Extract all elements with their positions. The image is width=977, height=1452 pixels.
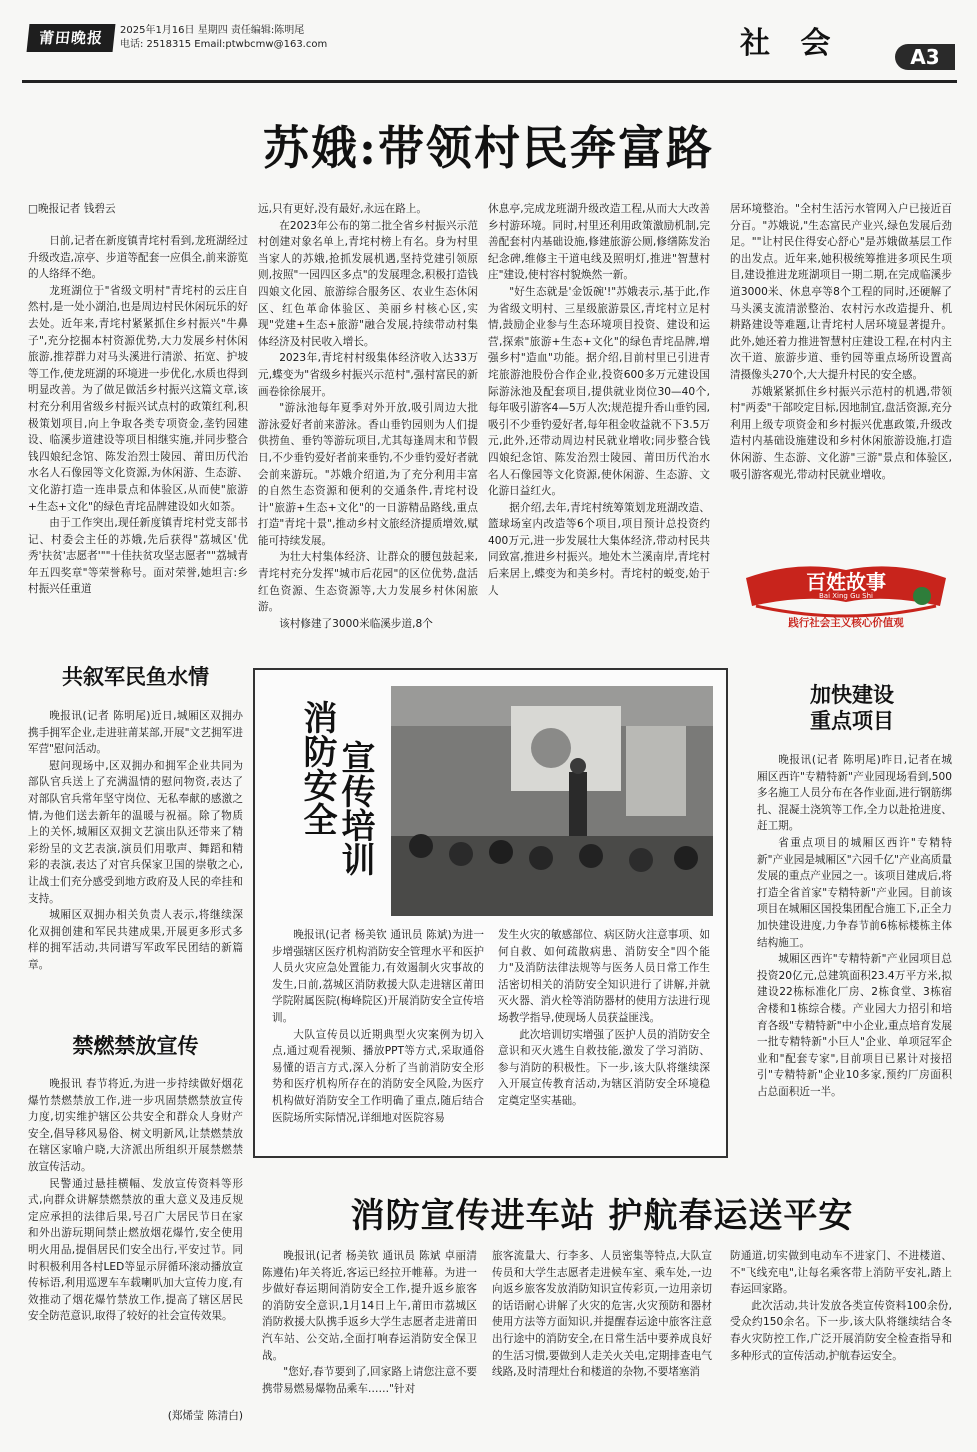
- issue-info: [120, 24, 327, 52]
- paragraph: 晚报讯 春节将近,为进一步持续做好烟花爆竹禁燃禁放工作,进一步巩固禁燃禁放宣传力度,切实维护辖区公共安全和群众人身财产安全,倡导移风易俗、树文明新风,让禁燃禁放在辖区家喻户晓,大济派出所组织开展禁燃禁放宣传活动。: [28, 1078, 243, 1173]
- paragraph: 晚报讯(记者 杨美钦 通讯员 陈斌)为进一步增强辖区医疗机构消防安全管理水平和医护人员火灾应急处置能力,有效遏制火灾事故的发生,日前,荔城区消防救援大队走进辖区莆田学院附属医院(梅峰院区)开展消防安全宣传培训。: [272, 929, 484, 1024]
- paragraph: 城厢区西许"专精特新"产业园项目总投资20亿元,总建筑面积23.4万平方米,拟建设22栋标准化厂房、2栋食堂、3栋宿舍楼和1栋综合楼。产业园大力招引和培育各级"专精特新"中小企业,重点培育发展一批专精特新"小巨人"企业、单项冠军企业和"配套专家",目前项目已累计对接招引"专精特新"企业10多家,预约厂房面积占总面积近一半。: [757, 953, 952, 1098]
- paragraph: 2023年,青垞村村级集体经济收入达33万元,蝶变为"省级乡村振兴示范村",强村富民的新画卷徐徐展开。: [258, 352, 478, 398]
- logo-text: 百姓故事: [806, 570, 886, 594]
- bottom-story-headline: 消防宣传进车站 护航春运送平安: [350, 1196, 854, 1236]
- headline-line-1: 加快建设: [810, 683, 894, 707]
- lead-byline: □晚报记者 钱碧云: [28, 203, 116, 215]
- bottom-column-2: [492, 1248, 712, 1428]
- page-number: A3: [895, 44, 955, 70]
- paragraph: 民警通过悬挂横幅、发放宣传资料等形式,向群众讲解禁燃禁放的重大意义及违反规定应承担的法律后果,号召广大居民节日在家和外出游玩期间禁止燃放烟花爆竹,安全使用明火用品,提倡居民们安全出行,平安过节。同时积极利用各村LED等显示屏循环滚动播放宣传标语,利用巡逻车车载喇叭加大宣传力度,有效推动了烟花爆竹禁放工作,提高了辖区居民安全防范意识,取得了较好的社会宣传效果。: [28, 1177, 243, 1323]
- lead-column-2: [258, 201, 478, 636]
- training-photo: [391, 686, 713, 916]
- bottom-column-1: [262, 1248, 477, 1428]
- headline-line-2: 重点项目: [810, 709, 894, 733]
- box-title-part-2: 宣传培训: [335, 740, 375, 876]
- story-headline-military: 共叙军民鱼水情: [62, 665, 209, 689]
- lead-headline: 苏娥:带领村民奔富路: [263, 121, 714, 175]
- section-name: 社 会: [740, 26, 841, 61]
- story-headline-fireworks: 禁燃禁放宣传: [72, 1034, 199, 1058]
- date-editor-line: 2025年1月16日 星期四 责任编辑:陈明尾: [120, 25, 305, 36]
- paragraph: 日前,记者在新度镇青垞村看到,龙班湖经过升级改造,凉亭、步道等配套一应俱全,前来游览的人络绎不绝。: [28, 235, 248, 281]
- paragraph: 龙班湖位于"省级文明村"青垞村的云庄自然村,是一处小湖泊,也是周边村民休闲玩乐的好去处。近年来,青垞村紧紧抓住乡村振兴"牛鼻子",充分挖掘本村资源优势,大力发展乡村休闲旅游,推荐群力对马头溪进行清淤、拓宽、护坡等工作,使龙班湖的环境进一步优化,水质也得到明显改善。为了做足做活乡村振兴这篇文章,该村充分利用省级乡村振兴试点村的政策红利,积极策划项目,向上争取各类专项资金,垄钓园建设、临溪步道建设等项目相继实施,并同步整合钱四娘纪念馆、陈发治烈士陵园、莆田历代治水名人石像园等文化资源,为休闲游、生态游、文化游打造一连串景点和体验区,从而使"旅游+生态+文化"的绿色青垞品牌建设如火如荼。: [28, 284, 248, 513]
- paragraph: 此次活动,共计发放各类宣传资料100余份,受众约150余名。下一步,该大队将继续结合冬春火灾防控工作,广泛开展消防安全检查指导和多种形式的宣传活动,护航春运安全。: [730, 1299, 952, 1362]
- paragraph: 在2023年公布的第二批全省乡村振兴示范村创建对象名单上,青垞村榜上有名。身为村里当家人的苏娥,抢抓发展机遇,坚持党建引领原则,按照"一园四区多点"的发展理念,积极打造钱四娘文化园、旅游综合服务区、农业生态休闲区、红色革命体验区、美丽乡村核心区,实现"党建+生态+旅游"融合发展,持续带动村集体经济及村民收入增长。: [258, 219, 478, 348]
- logo-pinyin: Bai Xing Gu Shi: [818, 592, 874, 600]
- paragraph: 远,只有更好,没有最好,永远在路上。: [258, 203, 428, 215]
- paragraph: 大队宣传员以近期典型火灾案例为切入点,通过观看视频、播放PPT等方式,采取通俗易懂的语言方式,深入分析了当前消防安全形势和医疗机构所存在的消防安全风险,为医疗机构做好消防安全工作明确了重点,随后结合医院场所实际情况,详细地对医院容易: [272, 1028, 484, 1124]
- paragraph: 据介绍,去年,青垞村统筹策划龙班湖改造、篮球场室内改造等6个项目,项目预计总投资约400万元,进一步发展壮大集体经济,带动村民共同致富,推进乡村振兴。地处木兰溪南岸,青垞村后来居上,蝶变为和美乡村。青垞村的蜕变,始于人: [488, 501, 710, 597]
- box-column-2: [498, 927, 710, 1149]
- lead-column-3: [488, 201, 710, 636]
- paragraph: 此次培训切实增强了医护人员的消防安全意识和灭火逃生自救技能,激发了学习消防、参与消防的积极性。下一步,该大队将继续深入开展宣传教育活动,为辖区消防安全环境稳定奠定坚实基础。: [498, 1028, 710, 1107]
- paragraph: 城厢区双拥办相关负责人表示,将继续深化双拥创建和军民共建成果,开展更多形式多样的拥军活动,共同谱写军政军民团结的新篇章。: [28, 909, 243, 971]
- paragraph: 苏娥紧紧抓住乡村振兴示范村的机遇,带领村"两委"干部咬定目标,因地制宜,盘活资源,充分利用上级专项资金和乡村振兴优惠政策,升级改造村内基础设施建设和乡村休闲旅游设施,打造休闲游、生态游、文化游"三游"景点和体验区,吸引游客观光,带动村民就业增收。: [730, 385, 952, 481]
- header-rule: [22, 80, 957, 83]
- story-headline-project: [752, 682, 952, 734]
- paragraph: 居环境整治。"全村生活污水管网入户已接近百分百。"苏娥说,"生态富民产业兴,绿色发展后劲足。""让村民住得安心舒心"是苏娥做基层工作的出发点。近年来,她积极统筹推进多项民生项目,建设推进龙班湖项目一期二期,在完成临溪步道3000米、休息亭等8个工程的同时,还硬解了马头溪支流清淤整治、农村污水改造提升、机耕路建设等难题,让青垞村人居环境显著提升。此外,她还着力推进智慧村庄建设工程,在村内主次干道、旅游步道、垂钓园等重点场所设置高清摄像头270个,大大提升村民的安全感。: [730, 203, 952, 381]
- story-body-military: [28, 708, 243, 1018]
- lead-column-4: [730, 201, 952, 521]
- paragraph: 慰问现场中,区双拥办和拥军企业共同为部队官兵送上了充满温情的慰问物资,表达了对部队官兵常年坚守岗位、无私奉献的感激之情,为他们送去新年的温暖与祝福。除了物质上的关怀,城厢区双拥文艺演出队还带来了精彩纷呈的文艺表演,演员们用歌声、舞蹈和精彩的表演,表达了对官兵保家卫国的崇敬之心,让战士们充分感受到地方政府及人民的牵挂和支持。: [28, 759, 243, 905]
- story-credit: (郑烯莹 陈清白): [167, 1410, 243, 1422]
- box-column-1: [272, 927, 484, 1149]
- newspaper-masthead: 莆田晚报: [27, 24, 116, 52]
- paragraph: "游泳池每年夏季对外开放,吸引周边大批游泳爱好者前来游泳。香山垂钓园则为人们提供捞鱼、垂钓等游玩项目,尤其每逢周末和节假日,不少垂钓爱好者前来垂钓,不少垂钓爱好者就会前来游玩。"苏娥介绍道,为了充分利用丰富的自然生态资源和便利的交通条件,青垞村设计"旅游+生态+文化"的一日游精品路线,重点打造"青垞十景",推动乡村文旅经济提质增效,赋能可持续发展。: [258, 402, 478, 547]
- paragraph: 发生火灾的敏感部位、病区防火注意事项、如何自救、如何疏散病患、消防安全"四个能力"及消防法律法规等与医务人员日常工作生活密切相关的消防安全知识进行了讲解,并就灭火器、消火栓等消防器材的使用方法进行现场教学指导,使现场人员获益匪浅。: [498, 929, 710, 1024]
- story-body-project: [757, 752, 952, 1157]
- paragraph: 晚报讯(记者 陈明尾)近日,城厢区双拥办携手拥军企业,走进驻莆某部,开展"文艺拥军进军营"慰问活动。: [28, 710, 243, 756]
- logo-slogan: 践行社会主义核心价值观: [788, 617, 904, 629]
- training-scene-image: [391, 686, 713, 916]
- paragraph: 防通道,切实做到电动车不进家门、不进楼道、不"飞线充电",让每名乘客带上消防平安礼,踏上春运回家路。: [730, 1250, 952, 1296]
- bottom-column-3: [730, 1248, 952, 1428]
- paragraph: 旅客流量大、行李多、人员密集等特点,大队宣传员和大学生志愿者走进候车室、乘车处,一边向返乡旅客发放消防知识宣传彩页,一边用亲切的话语耐心讲解了火灾的危害,火灾预防和器材使用方法等方面知识,并提醒春运途中旅客注意出行途中的消防安全,在日常生活中要养成良好的生活习惯,要做到人走关火关电,定期排查电气线路,及时清理灶台和楼道的杂物,不要堵塞消: [492, 1250, 712, 1379]
- paragraph: 晚报讯(记者 陈明尾)昨日,记者在城厢区西许"专精特新"产业园现场看到,500多名施工人员分布在各作业面,进行钢筋绑扎、混凝土浇筑等工作,全力以赴抢进度、赶工期。: [757, 754, 952, 833]
- paragraph: "好生态就是'金饭碗'!"苏娥表示,基于此,作为省级文明村、三星级旅游景区,青垞村立足村情,鼓励企业参与生态环境项目投资、建设和运营,探索"旅游+生态+文化"的绿色青垞品牌,增强乡村"造血"功能。据介绍,目前村里已引进青垞旅游池股份合作企业,投资600多万元建设国际游泳池及配套项目,提供就业岗位30—40个,每年吸引游客4—5万人次;规范提升香山垂钓园,吸引不少垂钓爱好者,每年租金收益就不下3.5万元,此外,还带动周边村民就业增收;同步整合钱四娘纪念馆、陈发治烈士陵园、莆田历代治水名人石像园等文化资源,使休闲游、生态游、文化游日益红火。: [488, 285, 710, 498]
- paragraph: 该村修建了3000米临溪步道,8个: [279, 617, 433, 630]
- column-logo: [736, 556, 956, 632]
- paragraph: "您好,春节要到了,回家路上请您注意不要携带易燃易爆物品乘车……"针对: [262, 1366, 477, 1395]
- paragraph: 为壮大村集体经济、让群众的腰包鼓起来,青垞村充分发挥"城市后花园"的区位优势,盘活红色资源、生态资源等,大力发展乡村休闲旅游。: [258, 551, 478, 614]
- paragraph: 省重点项目的城厢区西许"专精特新"产业园是城厢区"六园千亿"产业高质量发展的重点产业园之一。该项目建成后,将打造全省首家"专精特新"产业园。目前该项目在城厢区国投集团配合施工下,正全力加快建设进度,力争春节前6栋标楼栋主体结构施工。: [757, 836, 952, 949]
- paragraph: 晚报讯(记者 杨美钦 通讯员 陈斌 卓丽清 陈遵佑)年关将近,客运已经拉开帷幕。为进一步做好春运期间消防安全工作,提升返乡旅客的消防安全意识,1月14日上午,莆田市荔城区消防救援大队携手返乡大学生志愿者走进莆田汽车站、公交站,全面打响春运消防安全保卫战。: [262, 1250, 477, 1362]
- paragraph: 休息亭,完成龙班湖升级改造工程,从而大大改善乡村游环境。同时,村里还利用政策激励机制,完善配套村内基础设施,修建旅游公厕,修缮陈发治纪念碑,维修主干道电线及照明灯,推进"智慧村庄"建设,使村容村貌焕然一新。: [488, 203, 710, 282]
- paragraph: 由于工作突出,现任新度镇青垞村党支部书记、村委会主任的苏娥,先后获得"荔城区'优秀'扶贫'志愿者'""十佳扶贫攻坚志愿者""荔城青年五四奖章"等荣誉称号。面对荣誉,她坦言:乡村振兴任重道: [28, 517, 248, 596]
- box-title-part-1: 消防安全: [297, 700, 337, 836]
- contact-line: 电话: 2518315 Email:ptwbcmw@163.com: [120, 39, 328, 50]
- story-body-fireworks: [28, 1076, 243, 1404]
- lead-column-1: [28, 201, 248, 636]
